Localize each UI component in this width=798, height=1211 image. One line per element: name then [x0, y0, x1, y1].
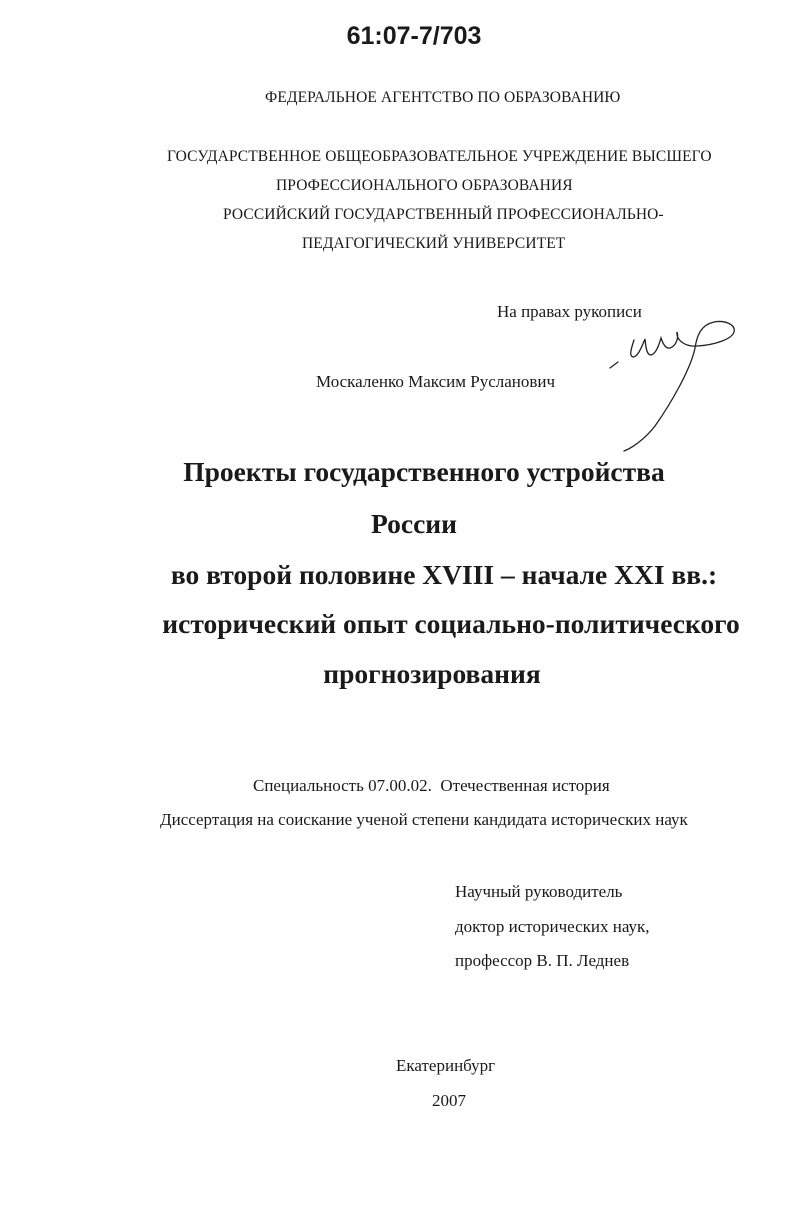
title-line-2: России [371, 508, 457, 539]
institution-line-1: ГОСУДАРСТВЕННОЕ ОБЩЕОБРАЗОВАТЕЛЬНОЕ УЧРЕЖДЕНИЕ ВЫСШЕГО [167, 148, 712, 165]
registry-code: 61:07-7/703 [346, 22, 482, 50]
institution-line-4: ПЕДАГОГИЧЕСКИЙ УНИВЕРСИТЕТ [302, 235, 566, 252]
supervisor-role: Научный руководитель [455, 882, 623, 901]
manuscript-note: На правах рукописи [497, 302, 642, 321]
title-line-3: во второй половине XVIII – начале XXI вв.: [170, 559, 718, 590]
supervisor-degree: доктор исторических наук, [455, 917, 650, 936]
dissertation-degree: Диссертация на соискание ученой степени кандидата исторических наук [160, 810, 688, 829]
city: Екатеринбург [396, 1056, 496, 1075]
supervisor-name: профессор В. П. Леднев [455, 951, 630, 970]
institution-line-2: ПРОФЕССИОНАЛЬНОГО ОБРАЗОВАНИЯ [276, 177, 573, 194]
year: 2007 [432, 1091, 466, 1110]
title-line-5: прогнозирования [323, 658, 541, 689]
author-name: Москаленко Максим Русланович [316, 372, 556, 391]
agency-name: ФЕДЕРАЛЬНОЕ АГЕНТСТВО ПО ОБРАЗОВАНИЮ [265, 89, 621, 106]
title-line-4: исторический опыт социально-политического [162, 608, 740, 639]
specialty: Специальность 07.00.02. Отечественная история [253, 776, 610, 795]
institution-line-3: РОССИЙСКИЙ ГОСУДАРСТВЕННЫЙ ПРОФЕССИОНАЛЬНО- [223, 206, 664, 223]
title-line-1: Проекты государственного устройства [183, 456, 665, 487]
author-signature [600, 318, 750, 453]
